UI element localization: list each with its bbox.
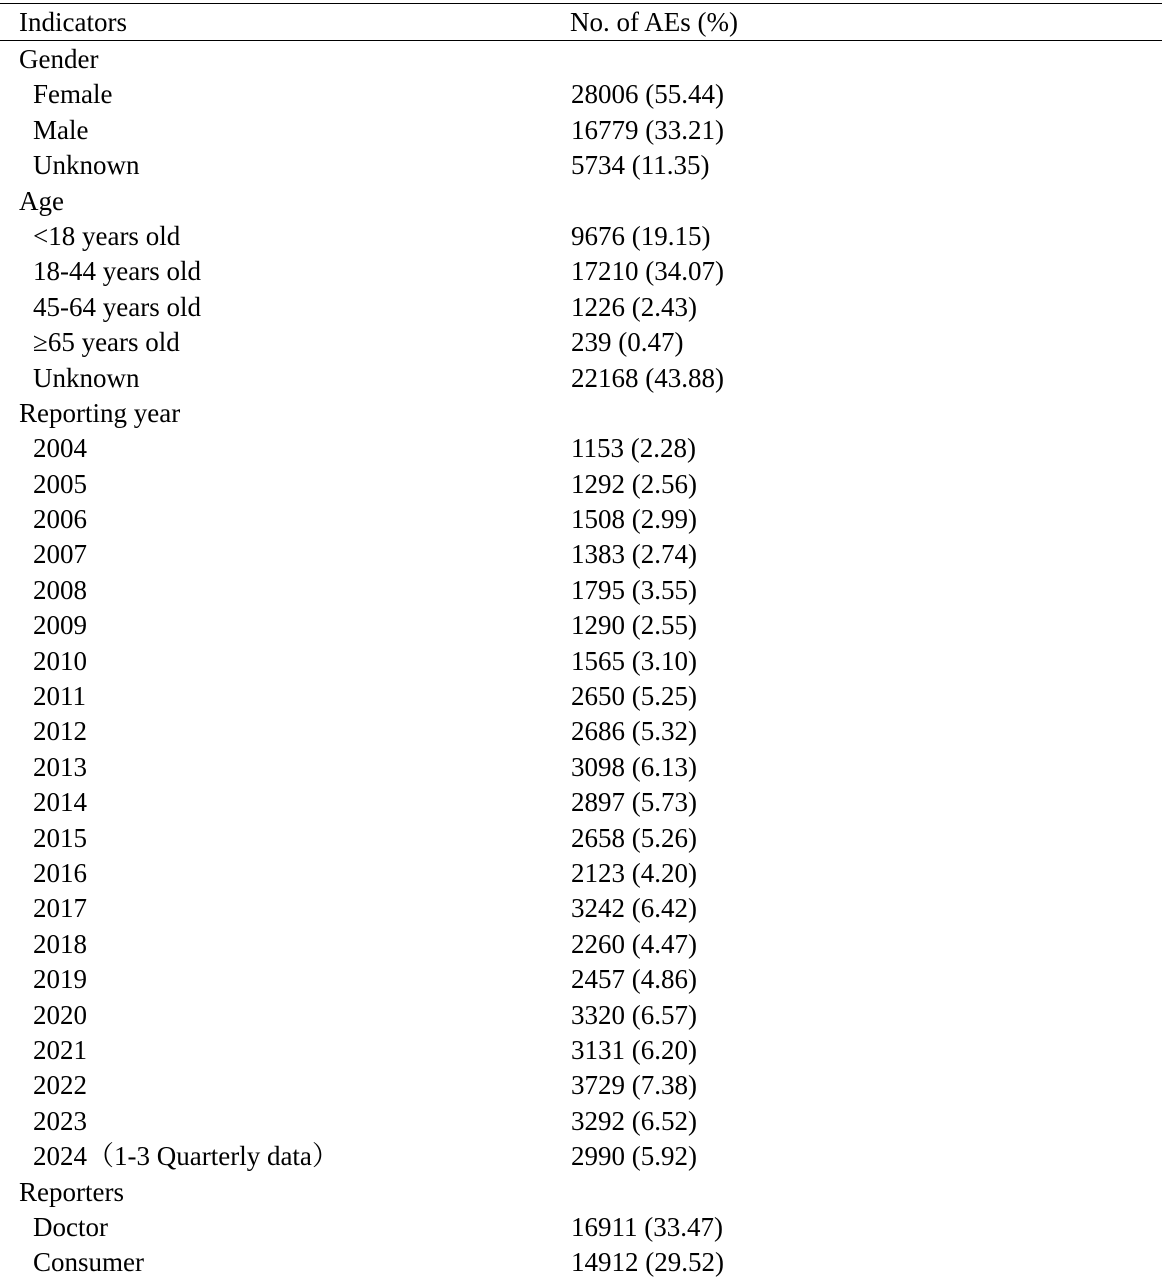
table-header-row [0, 5, 1162, 39]
row-value: 28006 (55.44) [571, 79, 724, 110]
row-value: 17210 (34.07) [571, 256, 724, 287]
row-label: Male [33, 114, 89, 145]
category-row [0, 1175, 1162, 1210]
table-row [0, 998, 1162, 1033]
table-row [0, 573, 1162, 608]
row-value: 2260 (4.47) [571, 928, 697, 959]
row-value: 1795 (3.55) [571, 574, 697, 605]
row-label: 2007 [33, 539, 87, 570]
row-label: 2012 [33, 716, 87, 747]
row-value: 2686 (5.32) [571, 716, 697, 747]
category-label: Gender [19, 44, 99, 74]
table-body [0, 42, 1162, 1281]
row-value: 1383 (2.74) [571, 539, 697, 570]
row-label: 2006 [33, 504, 87, 535]
row-value: 22168 (43.88) [571, 362, 724, 393]
row-value: 2897 (5.73) [571, 787, 697, 818]
row-value: 3131 (6.20) [571, 1034, 697, 1065]
row-label: Unknown [33, 362, 140, 393]
table-row [0, 502, 1162, 537]
row-value: 3729 (7.38) [571, 1070, 697, 1101]
table-row [0, 856, 1162, 891]
row-value: 3292 (6.52) [571, 1105, 697, 1136]
row-value: 3242 (6.42) [571, 893, 697, 924]
row-value: 1290 (2.55) [571, 610, 697, 641]
row-label: 2014 [33, 787, 87, 818]
row-value: 2658 (5.26) [571, 822, 697, 853]
row-value: 2650 (5.25) [571, 681, 697, 712]
table-row [0, 1139, 1162, 1174]
row-label: 2009 [33, 610, 87, 641]
table-row [0, 1033, 1162, 1068]
row-label: 2005 [33, 468, 87, 499]
row-label: 2004 [33, 433, 87, 464]
table-header-rule [0, 40, 1162, 41]
row-label: 2015 [33, 822, 87, 853]
row-label: 2008 [33, 574, 87, 605]
header-indicators: Indicators [19, 7, 127, 37]
table-row [0, 467, 1162, 502]
table-row [0, 537, 1162, 572]
row-label: 2019 [33, 964, 87, 995]
row-label: 2021 [33, 1034, 87, 1065]
table-row [0, 254, 1162, 289]
row-value: 2457 (4.86) [571, 964, 697, 995]
row-label: 2023 [33, 1105, 87, 1136]
table-row [0, 644, 1162, 679]
category-row [0, 396, 1162, 431]
row-label: 2013 [33, 751, 87, 782]
row-value: 9676 (19.15) [571, 220, 711, 251]
category-label: Age [19, 185, 64, 216]
row-value: 2990 (5.92) [571, 1141, 697, 1172]
header-count: No. of AEs (%) [570, 7, 738, 37]
table-row [0, 1068, 1162, 1103]
row-label: Doctor [33, 1211, 108, 1242]
table-row [0, 148, 1162, 183]
row-value: 3320 (6.57) [571, 999, 697, 1030]
table-row [0, 77, 1162, 112]
table-row [0, 113, 1162, 148]
category-label: Reporters [19, 1176, 124, 1207]
table-row [0, 891, 1162, 926]
row-value: 2123 (4.20) [571, 857, 697, 888]
table-row [0, 1245, 1162, 1280]
row-label: 2017 [33, 893, 87, 924]
table-row [0, 1104, 1162, 1139]
row-label: <18 years old [33, 220, 181, 251]
row-label: ≥65 years old [33, 327, 180, 358]
row-label: 45-64 years old [33, 291, 201, 322]
table-row [0, 785, 1162, 820]
row-value: 239 (0.47) [571, 327, 684, 358]
row-label: 2022 [33, 1070, 87, 1101]
table-row [0, 361, 1162, 396]
table-row [0, 962, 1162, 997]
row-label: 2010 [33, 645, 87, 676]
row-label: 2020 [33, 999, 87, 1030]
table-row [0, 821, 1162, 856]
table-row [0, 219, 1162, 254]
table-row [0, 325, 1162, 360]
category-row [0, 184, 1162, 219]
row-label: 2024（1-3 Quarterly data） [33, 1141, 339, 1172]
table-row [0, 750, 1162, 785]
table-row [0, 714, 1162, 749]
row-value: 1292 (2.56) [571, 468, 697, 499]
row-label: Female [33, 79, 113, 110]
row-value: 16779 (33.21) [571, 114, 724, 145]
row-label: Unknown [33, 150, 140, 181]
table-row [0, 927, 1162, 962]
row-label: 2011 [33, 681, 86, 712]
row-value: 1565 (3.10) [571, 645, 697, 676]
row-value: 16911 (33.47) [571, 1211, 723, 1242]
table-row [0, 679, 1162, 714]
category-label: Reporting year [19, 397, 181, 428]
table-row [0, 608, 1162, 643]
category-row [0, 42, 1162, 77]
row-value: 1508 (2.99) [571, 504, 697, 535]
row-label: 2018 [33, 928, 87, 959]
row-label: 2016 [33, 857, 87, 888]
row-label: 18-44 years old [33, 256, 201, 287]
table-row [0, 431, 1162, 466]
row-label: Consumer [33, 1247, 144, 1278]
row-value: 14912 (29.52) [571, 1247, 724, 1278]
row-value: 1226 (2.43) [571, 291, 697, 322]
row-value: 3098 (6.13) [571, 751, 697, 782]
row-value: 5734 (11.35) [571, 150, 710, 181]
table-row [0, 290, 1162, 325]
table-row [0, 1210, 1162, 1245]
table-top-rule [0, 3, 1162, 4]
row-value: 1153 (2.28) [571, 433, 696, 464]
